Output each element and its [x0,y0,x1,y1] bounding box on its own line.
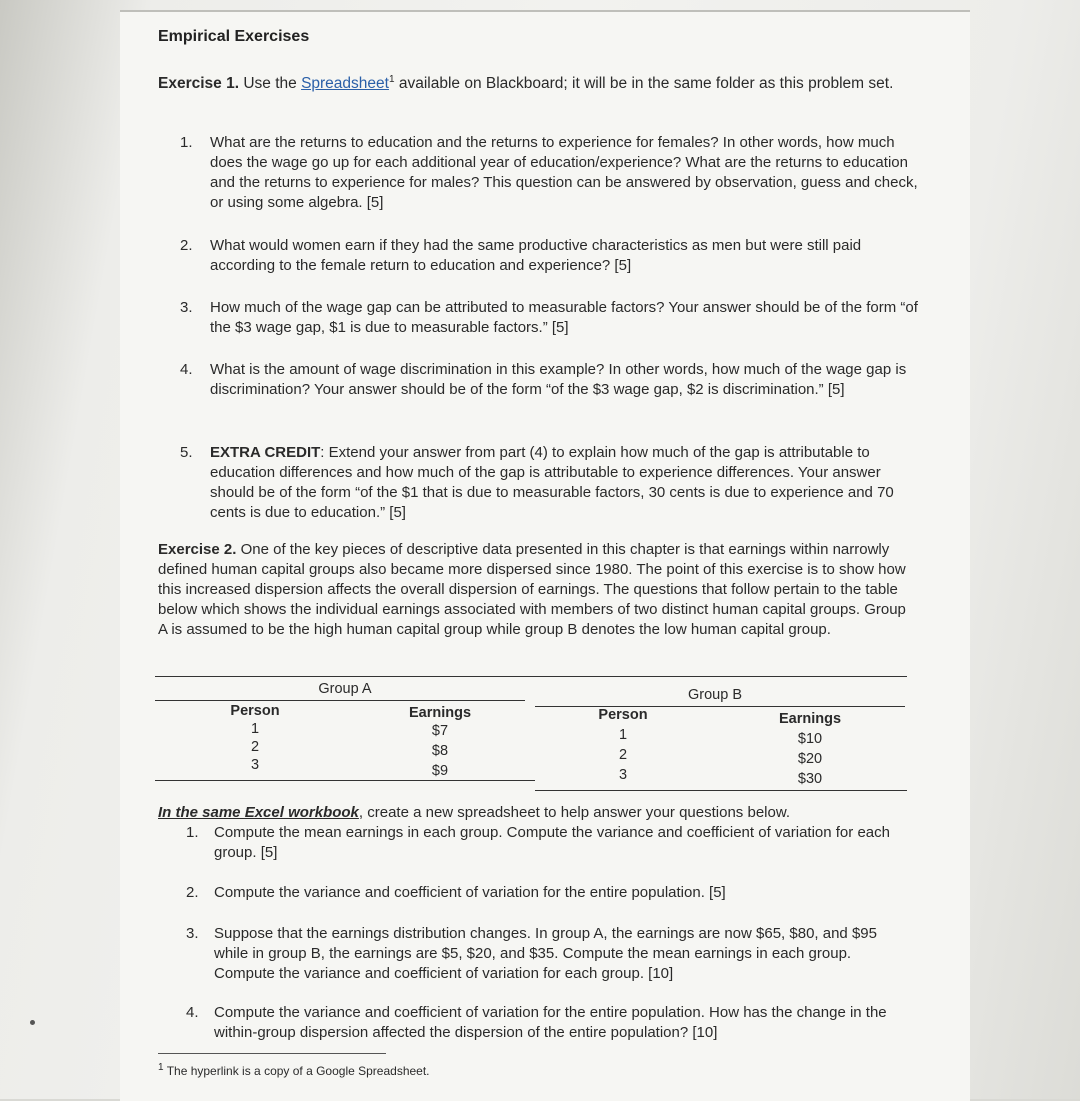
question-number: 2. [186,884,199,901]
question-text: Compute the mean earnings in each group. Compute the variance and coefficient of variation for each group. [5] [214,824,890,861]
question-text: What is the amount of wage discrimination in this example? In other words, how much of the wage gap is discrimination? Your answer should be of the form “of the $3 wage gap, $2 is discrimination.” [5] [210,361,907,398]
margin-dot [30,1020,35,1025]
group-b-person-header: Person [598,707,648,723]
question-text: Compute the variance and coefficient of variation for the entire population. [5] [214,884,726,901]
exercise-1-text-a: Use the [243,75,297,93]
question-text: Suppose that the earnings distribution changes. In group A, the earnings are now $65, $80, and $95 while in group B, the earnings are $5, $20, and $35. Compute the mean earnings in each group. Compute the variance and coefficient of variation for each group. [10] [214,925,877,982]
exercise-1-label: Exercise 1. [158,75,240,93]
exercise-2-intro [158,540,914,640]
spreadsheet-link[interactable]: Spreadsheet [301,75,389,93]
extra-credit-text: : Extend your answer from part (4) to explain how much of the gap is attributable to education differences and how much of the gap is attributable to experience differences. Your answer should be of the form “of the $1 that is due to measurable factors, 30 cents is due to experience and 70 cents is due to education.” [5] [210,444,894,521]
group-a-earnings: $8 [431,743,449,759]
instructions-emphasis: In the same Excel workbook [158,804,359,821]
group-a-earnings-header: Earnings [408,705,472,721]
question-item [186,883,906,903]
footnote [158,1062,430,1078]
question-item [180,236,928,276]
question-text: What would women earn if they had the same productive characteristics as men but were still paid according to the female return to education and experience? [5] [210,237,862,274]
group-a-title: Group A [318,681,372,697]
question-number: 4. [180,361,193,378]
group-a-bottom-rule [155,780,535,781]
group-a-person: 2 [250,739,260,755]
group-b-earnings-header: Earnings [778,711,842,727]
footnote-divider [158,1053,386,1054]
table-top-rule [155,676,907,677]
question-item [180,360,928,400]
question-text: Compute the variance and coefficient of variation for the entire population. How has the change in the within-group dispersion affected the dispersion of the entire population? [10] [214,1004,887,1041]
exercise-2-label: Exercise 2. [158,541,237,558]
group-a-earnings: $9 [431,763,449,779]
exercise-1-text-b: available on Blackboard; it will be in the same folder as this problem set. [398,75,894,93]
group-b-title: Group B [688,687,742,703]
group-b-person: 2 [618,747,628,763]
question-item [186,924,906,984]
footnote-ref: 1 [388,74,395,85]
group-a-person: 3 [250,757,260,773]
instructions-text: , create a new spreadsheet to help answer your questions below. [358,804,791,821]
exercise-2-text: One of the key pieces of descriptive data presented in this chapter is that earnings within narrowly defined human capital groups also became more dispersed since 1980. The point of this exercise is to show how this increased dispersion affects the overall dispersion of earnings. The questions that follow pertain to the table below which shows the individual earnings associated with members of two distinct human capital groups. Group A is assumed to be the high human capital group while group B denotes the low human capital group. [158,541,906,638]
section-heading: Empirical Exercises [158,28,310,45]
question-number: 2. [180,237,193,254]
group-b-earnings: $20 [797,751,823,767]
question-item [180,133,928,213]
question-number: 1. [180,134,193,151]
earnings-table [155,676,907,794]
question-text: How much of the wage gap can be attributed to measurable factors? Your answer should be of the form “of the $3 wage gap, $1 is due to measurable factors.” [5] [210,299,918,336]
group-a-person: 1 [250,721,260,737]
question-item [180,298,928,338]
group-b-earnings: $30 [797,771,823,787]
question-number: 5. [180,444,193,461]
group-b-person: 3 [618,767,628,783]
instructions [158,803,918,823]
group-a-rule [155,700,525,701]
question-item [186,823,906,863]
group-b-bottom-rule [535,790,907,791]
question-item [180,443,928,523]
question-item [186,1003,906,1043]
question-number: 1. [186,824,199,841]
question-number: 3. [186,925,199,942]
extra-credit-label: EXTRA CREDIT [210,444,321,461]
footnote-mark: 1 [158,1062,164,1073]
question-number: 4. [186,1004,199,1021]
group-a-earnings: $7 [431,723,449,739]
group-a-person-header: Person [230,703,280,719]
question-text [210,443,928,523]
question-text: What are the returns to education and the returns to experience for females? In other words, how much does the wage go up for each additional year of education/experience? What are the returns to education and the returns to experience for males? This question can be answered by observation, guess and check, or using some algebra. [5] [210,134,918,211]
question-number: 3. [180,299,193,316]
footnote-text: The hyperlink is a copy of a Google Spreadsheet. [166,1064,430,1078]
group-b-person: 1 [618,727,628,743]
group-b-earnings: $10 [797,731,823,747]
exercise-1-intro [158,70,928,94]
